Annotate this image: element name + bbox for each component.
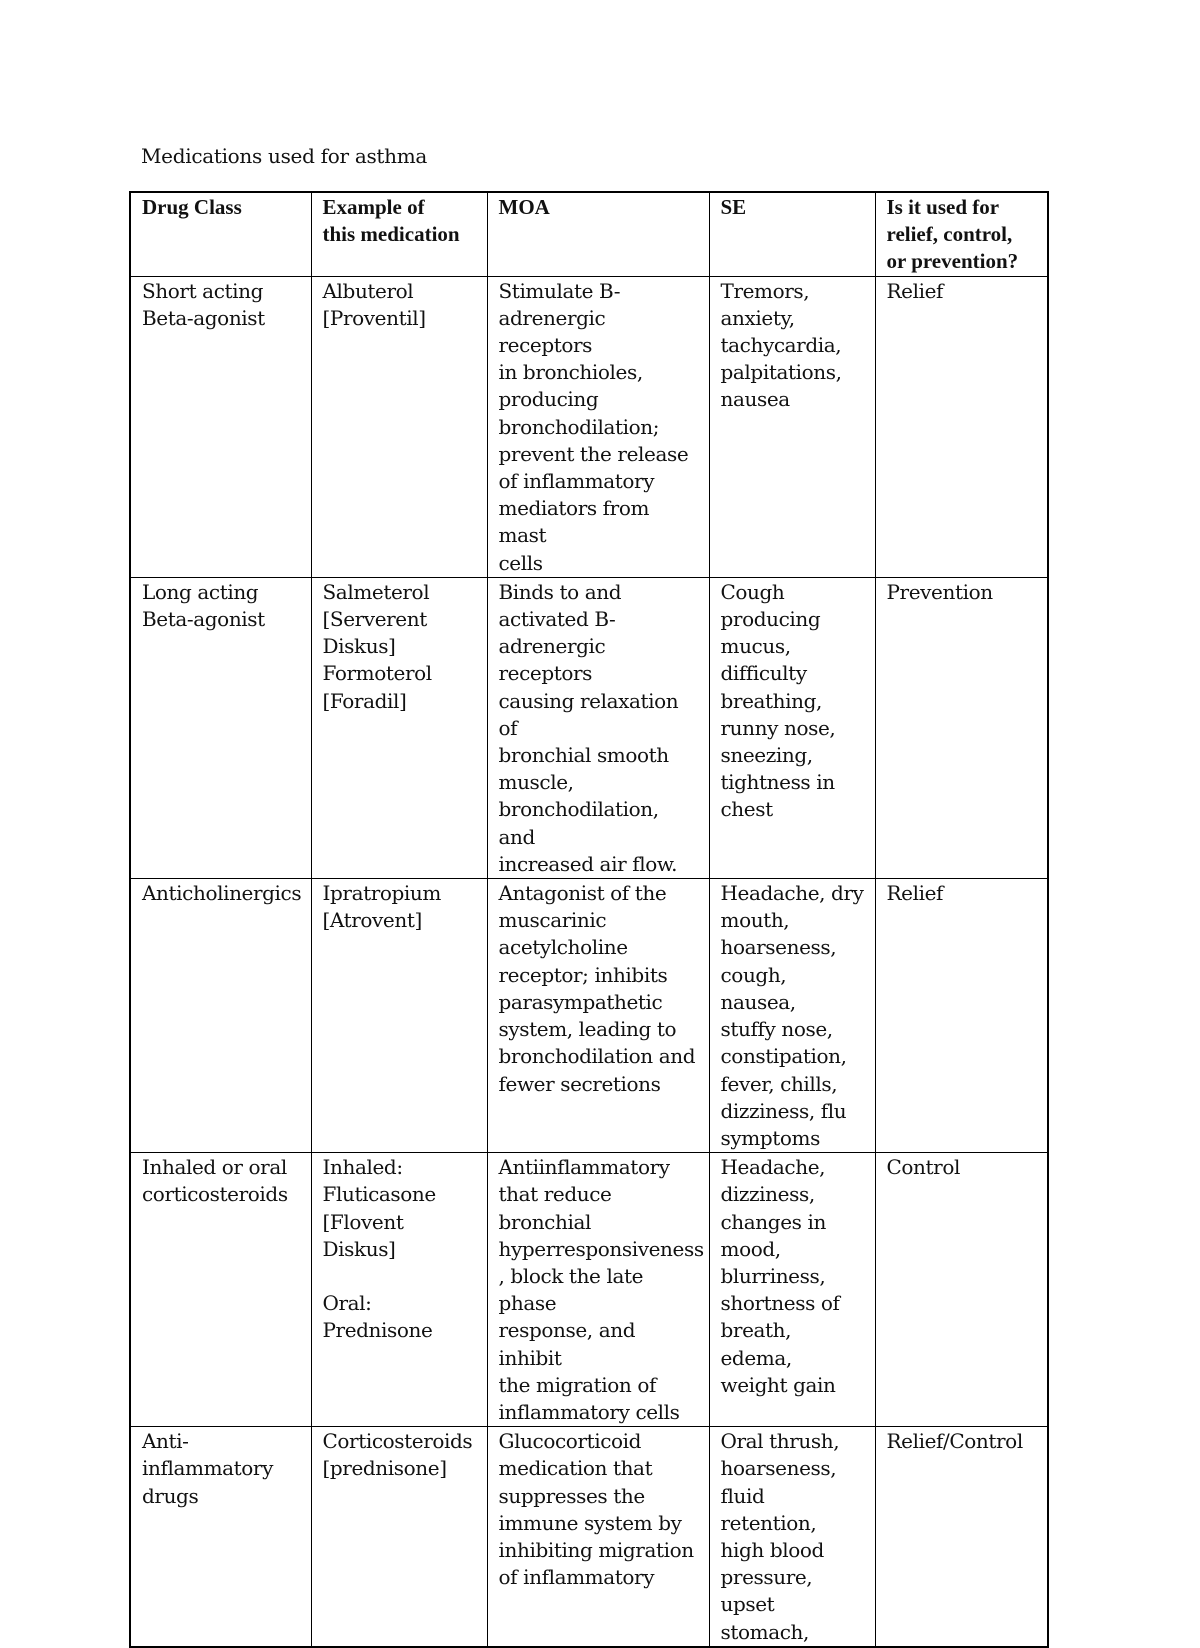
cell-drug-class: Long acting Beta-agonist xyxy=(130,577,311,878)
header-example: Example of this medication xyxy=(311,192,487,276)
cell-moa: Glucocorticoid medication that suppresses the immune system by inhibiting migration of inflammatory xyxy=(487,1427,709,1647)
medications-table xyxy=(129,191,1049,1648)
cell-se: Tremors, anxiety, tachycardia, palpitations, nausea xyxy=(709,276,875,577)
header-moa: MOA xyxy=(487,192,709,276)
header-drug-class: Drug Class xyxy=(130,192,311,276)
table-row xyxy=(130,1153,1048,1427)
header-se: SE xyxy=(709,192,875,276)
page-title: Medications used for asthma xyxy=(141,144,428,168)
cell-example: Ipratropium [Atrovent] xyxy=(311,879,487,1153)
cell-se: Oral thrush, hoarseness, fluid retention, high blood pressure, upset stomach, xyxy=(709,1427,875,1647)
cell-usage: Relief/Control xyxy=(875,1427,1048,1647)
table-row xyxy=(130,577,1048,878)
cell-drug-class: Inhaled or oral corticosteroids xyxy=(130,1153,311,1427)
table-row xyxy=(130,1427,1048,1647)
table-row xyxy=(130,879,1048,1153)
cell-usage: Prevention xyxy=(875,577,1048,878)
cell-se: Headache, dry mouth, hoarseness, cough, nausea, stuffy nose, constipation, fever, chills, dizziness, flu symptoms xyxy=(709,879,875,1153)
cell-drug-class: Anti- inflammatory drugs xyxy=(130,1427,311,1647)
cell-moa: Antagonist of the muscarinic acetylcholine receptor; inhibits parasympathetic system, leading to bronchodilation and fewer secretions xyxy=(487,879,709,1153)
table-header-row xyxy=(130,192,1048,276)
header-usage: Is it used for relief, control, or prevention? xyxy=(875,192,1048,276)
cell-se: Cough producing mucus, difficulty breathing, runny nose, sneezing, tightness in chest xyxy=(709,577,875,878)
cell-se: Headache, dizziness, changes in mood, blurriness, shortness of breath, edema, weight gain xyxy=(709,1153,875,1427)
cell-usage: Relief xyxy=(875,276,1048,577)
cell-usage: Control xyxy=(875,1153,1048,1427)
table-row xyxy=(130,276,1048,577)
cell-example: Corticosteroids [prednisone] xyxy=(311,1427,487,1647)
cell-moa: Stimulate B- adrenergic receptors in bronchioles, producing bronchodilation; prevent the release of inflammatory mediators from mast cells xyxy=(487,276,709,577)
cell-moa: Antiinflammatory that reduce bronchial hyperresponsiveness , block the late phase response, and inhibit the migration of inflammatory cells xyxy=(487,1153,709,1427)
cell-example: Inhaled: Fluticasone [Flovent Diskus] Oral: Prednisone xyxy=(311,1153,487,1427)
cell-example: Albuterol [Proventil] xyxy=(311,276,487,577)
cell-drug-class: Short acting Beta-agonist xyxy=(130,276,311,577)
cell-drug-class: Anticholinergics xyxy=(130,879,311,1153)
cell-moa: Binds to and activated B- adrenergic receptors causing relaxation of bronchial smooth muscle, bronchodilation, and increased air flow. xyxy=(487,577,709,878)
cell-example: Salmeterol [Serverent Diskus] Formoterol [Foradil] xyxy=(311,577,487,878)
cell-usage: Relief xyxy=(875,879,1048,1153)
